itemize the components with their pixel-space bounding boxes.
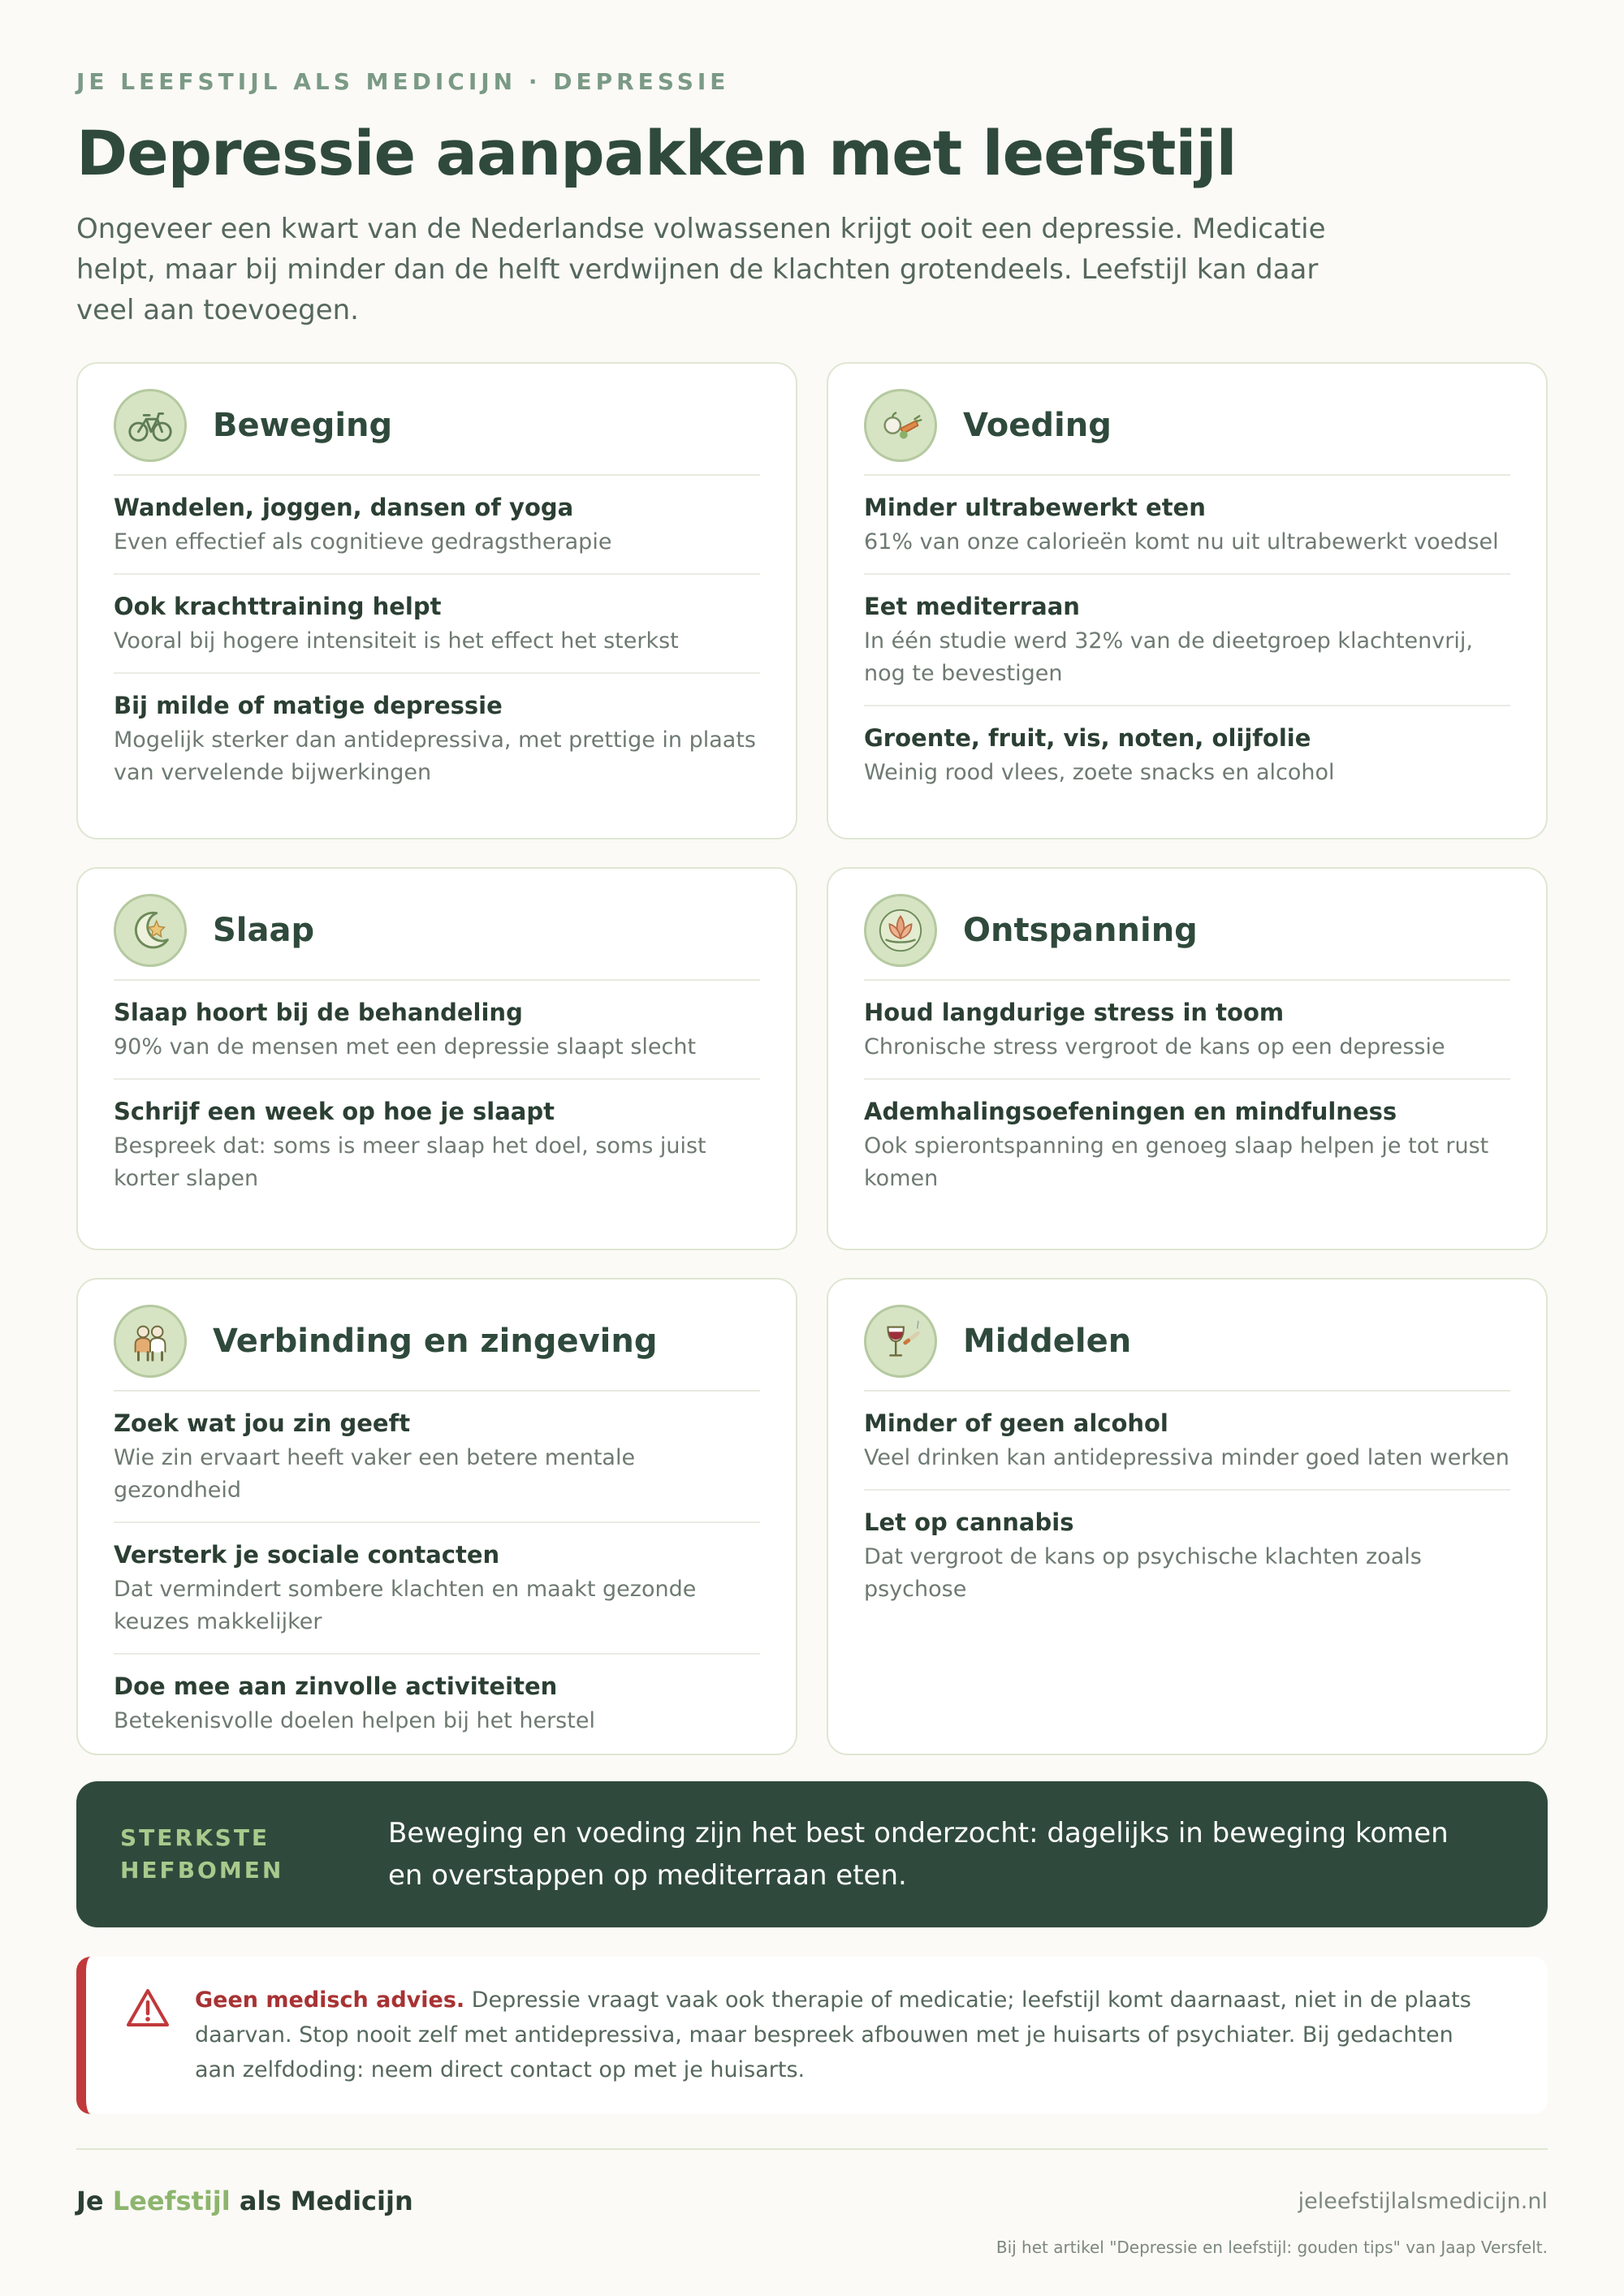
card-title: Beweging	[213, 407, 393, 444]
card-beweging	[76, 362, 797, 839]
food-icon	[864, 389, 937, 462]
list-item	[864, 1392, 1510, 1491]
item-title: Let op cannabis	[864, 1508, 1074, 1536]
item-text: Wie zin ervaart heeft vaker een betere mentale gezondheid	[114, 1445, 636, 1503]
card-title: Slaap	[213, 912, 315, 949]
list-item	[864, 1491, 1510, 1621]
item-text: Bespreek dat: soms is meer slaap het doel, soms juist korter slapen	[114, 1133, 706, 1191]
intro-text: Ongeveer een kwart van de Nederlandse volwassenen krijgt ooit een depressie. Medicatie helpt, maar bij minder dan de helft verdwijnen de klachten grotendeels. Leefstijl kan daar veel aan toevoegen.	[76, 212, 1326, 326]
card-header	[864, 1315, 1510, 1392]
list-item	[864, 1080, 1510, 1210]
banner-label: STERKSTE HEFBOMEN	[120, 1824, 284, 1884]
highlight-banner	[76, 1781, 1548, 1927]
list-item	[864, 706, 1510, 804]
moon-star-icon	[114, 894, 187, 967]
site-link[interactable]: jeleefstijlalsmedicijn.nl	[1298, 2189, 1548, 2214]
item-text: 90% van de mensen met een depressie slaapt slecht	[114, 1034, 697, 1060]
banner-text: Beweging en voeding zijn het best onderzocht: dagelijks in beweging komen en overstappen op mediterraan eten.	[388, 1817, 1449, 1892]
item-text: Weinig rood vlees, zoete snacks en alcohol	[864, 760, 1335, 785]
item-text: Vooral bij hogere intensiteit is het effect het sterkst	[114, 628, 679, 654]
card-middelen	[827, 1278, 1548, 1755]
item-title: Versterk je sociale contacten	[114, 1541, 500, 1569]
card-title: Middelen	[963, 1323, 1132, 1360]
wine-cigarette-icon	[864, 1305, 937, 1378]
card-title: Verbinding en zingeving	[213, 1323, 658, 1360]
brand-post: als Medicijn	[230, 2186, 413, 2216]
brand-logo	[76, 2186, 413, 2216]
list-item	[114, 1080, 760, 1210]
card-title: Voeding	[963, 407, 1112, 444]
card-slaap	[76, 867, 797, 1250]
item-title: Ademhalingsoefeningen en mindfulness	[864, 1098, 1397, 1125]
card-voeding	[827, 362, 1548, 839]
list-item	[114, 1523, 760, 1655]
card-header	[864, 399, 1510, 476]
item-text: Veel drinken kan antidepressiva minder goed laten werken	[864, 1445, 1510, 1470]
item-title: Ook krachttraining helpt	[114, 593, 442, 620]
card-header	[114, 399, 760, 476]
item-title: Schrijf een week op hoe je slaapt	[114, 1098, 555, 1125]
list-item	[114, 674, 760, 804]
list-item	[114, 1392, 760, 1523]
list-item	[114, 476, 760, 575]
article-credit: Bij het artikel "Depressie en leefstijl: gouden tips" van Jaap Versfelt.	[996, 2238, 1548, 2257]
medical-disclaimer	[76, 1957, 1548, 2114]
warning-triangle-icon	[125, 1983, 171, 2035]
item-title: Houd langdurige stress in toom	[864, 999, 1285, 1026]
list-item	[864, 981, 1510, 1080]
footer-divider	[76, 2148, 1548, 2150]
eyebrow: JE LEEFSTIJL ALS MEDICIJN · DEPRESSIE	[76, 68, 730, 95]
card-header	[864, 904, 1510, 981]
item-title: Groente, fruit, vis, noten, olijfolie	[864, 724, 1311, 752]
brand-accent: Leefstijl	[112, 2186, 231, 2216]
item-title: Bij milde of matige depressie	[114, 692, 503, 719]
item-title: Minder ultrabewerkt eten	[864, 494, 1206, 521]
item-text: Betekenisvolle doelen helpen bij het herstel	[114, 1708, 595, 1733]
item-text: Dat vermindert sombere klachten en maakt gezonde keuzes makkelijker	[114, 1577, 697, 1634]
page-title: Depressie aanpakken met leefstijl	[76, 117, 1237, 189]
item-title: Eet mediterraan	[864, 593, 1080, 620]
warning-text	[195, 1983, 1499, 2087]
people-icon	[114, 1305, 187, 1378]
lotus-icon	[864, 894, 937, 967]
item-title: Zoek wat jou zin geeft	[114, 1409, 411, 1437]
card-title: Ontspanning	[963, 912, 1198, 949]
item-text: 61% van onze calorieën komt nu uit ultrabewerkt voedsel	[864, 529, 1499, 555]
list-item	[114, 981, 760, 1080]
card-header	[114, 904, 760, 981]
list-item	[864, 575, 1510, 706]
brand-pre: Je	[76, 2186, 113, 2216]
card-header	[114, 1315, 760, 1392]
item-title: Slaap hoort bij de behandeling	[114, 999, 523, 1026]
item-text: Chronische stress vergroot de kans op een depressie	[864, 1034, 1445, 1060]
list-item	[864, 476, 1510, 575]
bicycle-icon	[114, 389, 187, 462]
list-item	[114, 1655, 760, 1752]
item-text: Dat vergroot de kans op psychische klachten zoals psychose	[864, 1544, 1422, 1602]
page	[76, 68, 1548, 2257]
card-verbinding	[76, 1278, 797, 1755]
item-title: Doe mee aan zinvolle activiteiten	[114, 1672, 558, 1700]
item-text: Mogelijk sterker dan antidepressiva, met prettige in plaats van vervelende bijwerkingen	[114, 727, 757, 785]
list-item	[114, 575, 760, 674]
item-title: Minder of geen alcohol	[864, 1409, 1168, 1437]
item-text: Even effectief als cognitieve gedragstherapie	[114, 529, 612, 555]
item-title: Wandelen, joggen, dansen of yoga	[114, 494, 574, 521]
card-grid	[76, 362, 1548, 1755]
card-ontspanning	[827, 867, 1548, 1250]
item-text: In één studie werd 32% van de dieetgroep klachtenvrij, nog te bevestigen	[864, 628, 1473, 686]
warning-body: Depressie vraagt vaak ook therapie of medicatie; leefstijl komt daarnaast, niet in de plaats daarvan. Stop nooit zelf met antidepressiva, maar bespreek afbouwen met je huisarts of psychiater. Bij gedachten aan zelfdoding: neem direct contact op met je huisarts.	[195, 1987, 1471, 2082]
warning-strong: Geen medisch advies.	[195, 1987, 465, 2013]
item-text: Ook spierontspanning en genoeg slaap helpen je tot rust komen	[864, 1133, 1489, 1191]
